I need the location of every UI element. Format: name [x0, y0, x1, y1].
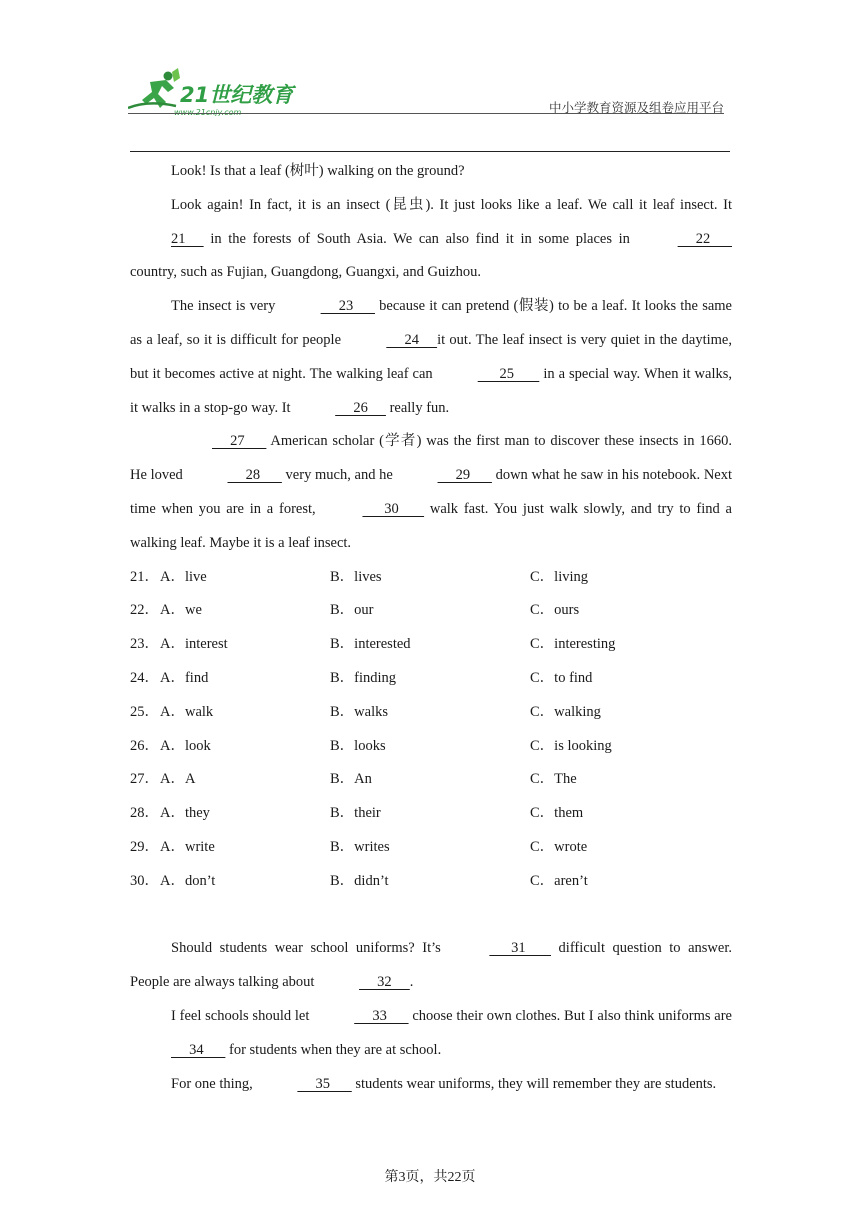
passage1-paragraph-3: The insect is very 23 because it can pretend (假装) to be a leaf. It looks the same as a leaf, so it is difficult for people 24 it out. The leaf insect is very quiet in the daytime, but it becomes active at night. The walking leaf can 25 in a special way. When it walks, it walks in a stop-go way. It 26 really fun. — [130, 290, 732, 425]
option-a[interactable]: A．we — [160, 602, 202, 619]
question-row: 24． A．find B．finding C．to find — [130, 662, 732, 696]
option-b[interactable]: B．writes — [330, 838, 390, 855]
blank-30: 30 — [362, 500, 425, 517]
question-row: 30． A．don’t B．didn’t C．aren’t — [130, 865, 732, 899]
option-b[interactable]: B．finding — [330, 669, 397, 686]
blank-32: 32 — [359, 974, 410, 991]
content-divider — [130, 151, 730, 152]
option-a[interactable]: A．write — [160, 838, 215, 855]
option-c[interactable]: C．ours — [530, 602, 580, 619]
option-a[interactable]: A．live — [160, 568, 207, 585]
option-a[interactable]: A．walk — [160, 703, 214, 720]
option-c[interactable]: C．walking — [530, 703, 601, 720]
blank-26: 26 — [335, 399, 386, 416]
blank-21: 21 — [171, 230, 204, 247]
svg-text:www.21cnjy.com: www.21cnjy.com — [174, 108, 242, 116]
blank-27: 27 — [212, 433, 267, 450]
header-tagline: 中小学教育资源及组卷应用平台 — [548, 100, 724, 115]
question-row: 28． A．they B．their C．them — [130, 797, 732, 831]
options-list — [130, 561, 732, 899]
option-c[interactable]: C．them — [530, 805, 584, 822]
option-b[interactable]: B．interested — [330, 636, 411, 653]
question-row: 22． A．we B．our C．ours — [130, 594, 732, 628]
option-c[interactable]: C．interesting — [530, 636, 616, 653]
section-spacer — [130, 899, 732, 933]
option-b[interactable]: B．our — [330, 602, 374, 619]
blank-34: 34 — [171, 1041, 226, 1058]
option-b[interactable]: B．walks — [330, 703, 388, 720]
question-row: 26． A．look B．looks C．is looking — [130, 730, 732, 764]
option-b[interactable]: B．their — [330, 805, 381, 822]
page-header — [128, 62, 724, 116]
svg-text:21世纪教育: 21世纪教育 — [180, 83, 294, 107]
page-number: 第3页，共22页 — [384, 1170, 476, 1185]
option-a[interactable]: A．interest — [160, 636, 228, 653]
option-b[interactable]: B．lives — [330, 568, 382, 585]
option-a[interactable]: A．find — [160, 669, 209, 686]
blank-23: 23 — [320, 298, 375, 315]
option-a[interactable]: A．look — [160, 737, 211, 754]
passage1-paragraph-2: Look again! In fact, it is an insect (昆虫). It just looks like a leaf. We call it leaf insect. It 21 in the forests of South Asia. We can also find it in some places in 22 country, such as Fujian, Guangdong, Guangxi, and Guizhou. — [130, 196, 732, 281]
blank-29: 29 — [437, 467, 492, 484]
option-c[interactable]: C．to find — [530, 669, 593, 686]
option-b[interactable]: B．didn’t — [330, 872, 389, 889]
option-c[interactable]: C．is looking — [530, 737, 612, 754]
passage2-paragraph-2: I feel schools should let 33 choose their own clothes. But I also think uniforms are 34 for students when they are at school. — [130, 1000, 732, 1068]
option-b[interactable]: B．An — [330, 771, 372, 788]
question-row: 27． A．A B．An C．The — [130, 763, 732, 797]
option-c[interactable]: C．aren’t — [530, 872, 588, 889]
passage2-paragraph-1: Should students wear school uniforms? It’s 31 difficult question to answer. People are always talking about 32 . — [130, 932, 732, 1000]
blank-25: 25 — [477, 365, 540, 382]
passage1-paragraph-4: 27 American scholar (学者) was the first man to discover these insects in 1660. He loved 28 very much, and he 29 down what he saw in his notebook. Next time when you are in a forest, 30 walk fast. You just walk slowly, and try to find a walking leaf. Maybe it is a leaf insect. — [130, 425, 732, 560]
21cnjy-logo — [128, 68, 298, 116]
blank-22: 22 — [677, 230, 732, 247]
option-a[interactable]: A．don’t — [160, 872, 216, 889]
passage2-paragraph-3: For one thing, 35 students wear uniforms, they will remember they are students. — [130, 1068, 732, 1102]
blank-28: 28 — [227, 467, 282, 484]
blank-24: 24 — [386, 331, 438, 348]
page-content — [130, 155, 732, 1101]
question-row: 21． A．live B．lives C．living — [130, 561, 732, 595]
option-a[interactable]: A．A — [160, 771, 196, 788]
question-row: 29． A．write B．writes C．wrote — [130, 831, 732, 865]
blank-33: 33 — [354, 1007, 409, 1024]
passage1-paragraph-1: Look! Is that a leaf (树叶) walking on the ground? — [171, 163, 465, 179]
question-row: 23． A．interest B．interested C．interesting — [130, 628, 732, 662]
blank-35: 35 — [297, 1075, 352, 1092]
option-c[interactable]: C．living — [530, 568, 589, 585]
option-b[interactable]: B．looks — [330, 737, 386, 754]
header-divider — [128, 113, 724, 114]
option-c[interactable]: C．wrote — [530, 838, 588, 855]
option-c[interactable]: C．The — [530, 771, 577, 788]
question-row: 25． A．walk B．walks C．walking — [130, 696, 732, 730]
option-a[interactable]: A．they — [160, 805, 210, 822]
blank-31: 31 — [489, 940, 551, 957]
